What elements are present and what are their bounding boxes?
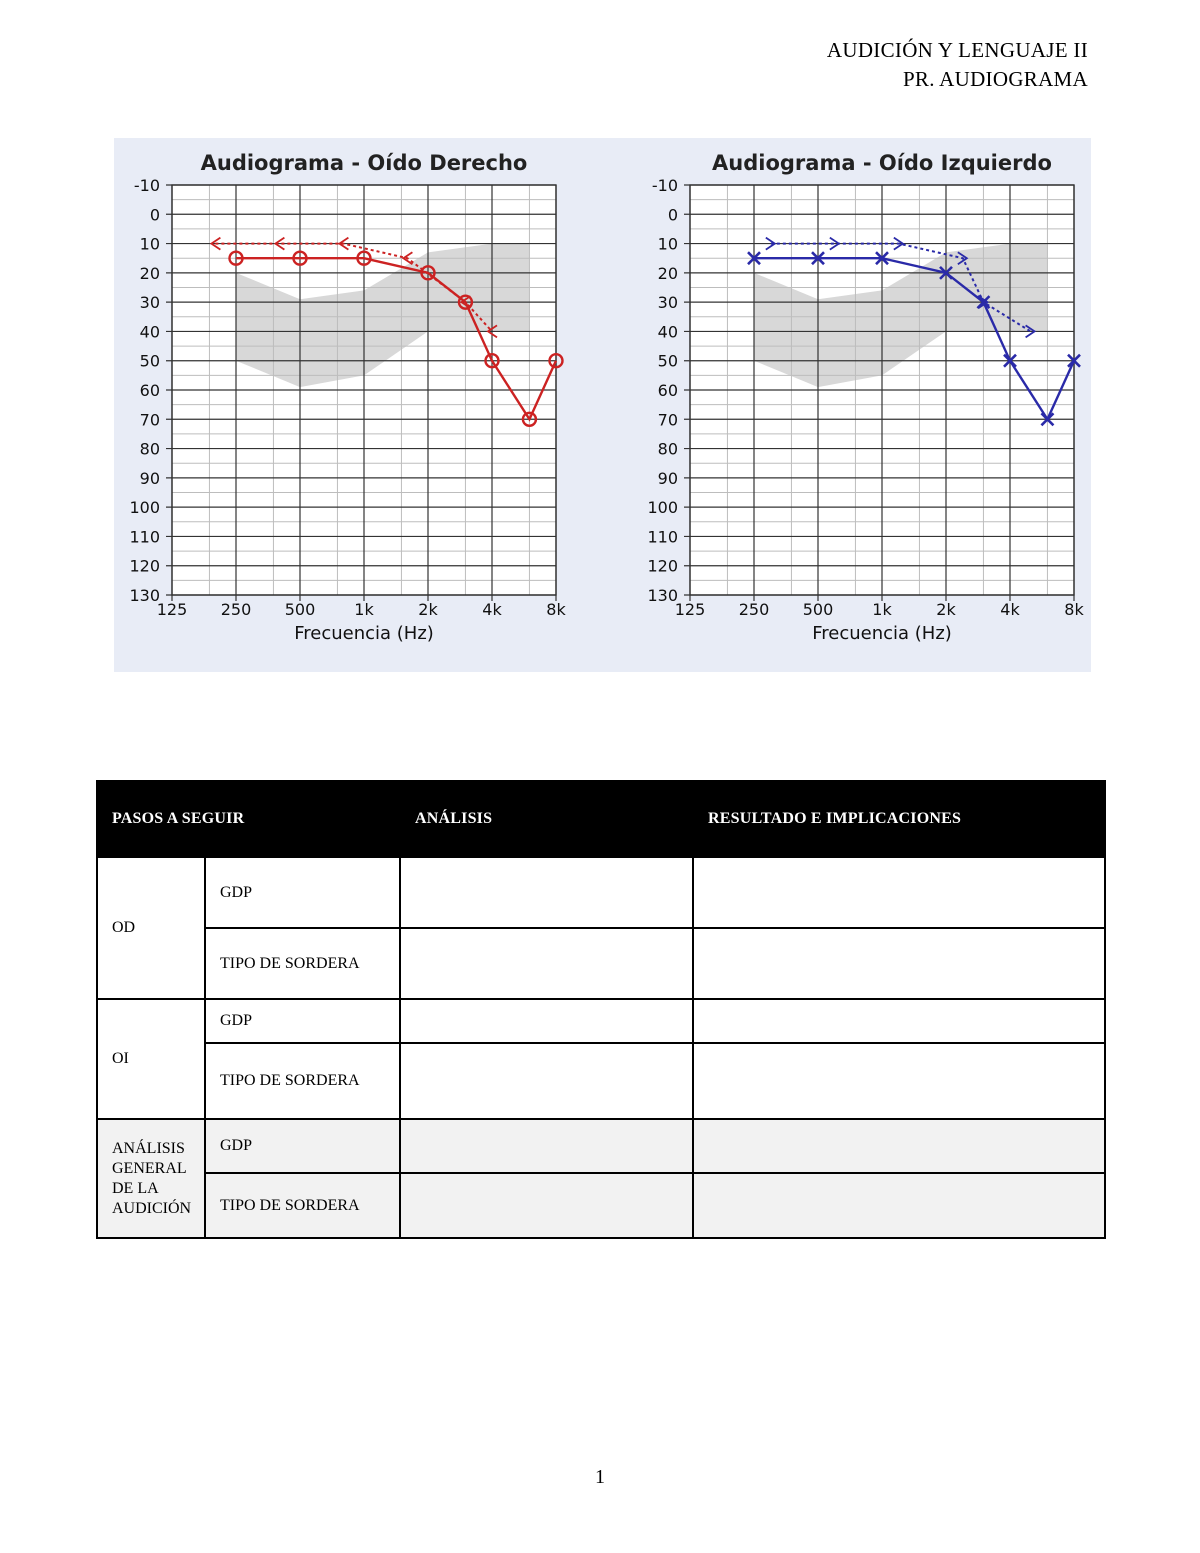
y-tick-label: 0 [667, 205, 678, 225]
y-tick-label: 30 [139, 293, 160, 313]
y-tick-label: 100 [647, 498, 678, 518]
y-tick-label: 10 [139, 234, 160, 254]
y-tick-label: 80 [139, 439, 160, 459]
analysis-cell[interactable] [400, 928, 693, 999]
result-cell[interactable] [693, 999, 1105, 1043]
x-axis-label: Frecuencia (Hz) [294, 623, 434, 644]
y-tick-label: 70 [657, 410, 678, 430]
y-tick-label: 70 [139, 410, 160, 430]
analysis-cell[interactable] [400, 1119, 693, 1173]
y-tick-label: -10 [651, 176, 678, 195]
x-tick-label: 500 [802, 600, 834, 619]
x-tick-label: 125 [674, 600, 706, 619]
y-tick-label: 20 [139, 263, 160, 283]
x-tick-label: 125 [156, 600, 188, 619]
x-tick-label: 4k [482, 600, 502, 619]
row-label: TIPO DE SORDERA [205, 1173, 400, 1238]
y-tick-label: 30 [657, 293, 678, 313]
y-tick-label: 10 [657, 234, 678, 254]
table-row [97, 1173, 1105, 1238]
audiogram-chart-left-ear [647, 151, 1084, 644]
y-tick-label: 0 [149, 205, 160, 225]
y-tick-label: 20 [657, 263, 678, 283]
page-header [827, 36, 1088, 94]
header-practice-title: PR. AUDIOGRAMA [902, 67, 1088, 91]
x-tick-label: 2k [418, 600, 438, 619]
table-row [97, 1119, 1105, 1173]
x-tick-label: 1k [354, 600, 374, 619]
x-axis-label: Frecuencia (Hz) [812, 623, 952, 644]
audiogram-charts-svg [114, 138, 1091, 672]
y-tick-label: 50 [657, 351, 678, 371]
chart-title: Audiograma - Oído Derecho [200, 151, 528, 175]
y-tick-label: 110 [129, 527, 160, 547]
y-tick-label: 120 [647, 556, 678, 576]
x-tick-label: 8k [546, 600, 566, 619]
analysis-cell[interactable] [400, 999, 693, 1043]
result-cell[interactable] [693, 857, 1105, 928]
analysis-cell[interactable] [400, 1043, 693, 1119]
y-tick-label: 60 [657, 381, 678, 400]
table-header-row [97, 781, 1105, 857]
x-tick-label: 2k [936, 600, 956, 619]
y-tick-label: 40 [139, 322, 160, 342]
audiogram-figure [114, 138, 1091, 672]
result-cell[interactable] [693, 1043, 1105, 1119]
result-cell[interactable] [693, 1173, 1105, 1238]
header-steps: PASOS A SEGUIR [97, 781, 400, 857]
y-tick-label: 80 [657, 439, 678, 459]
x-tick-label: 8k [1064, 600, 1084, 619]
table-row [97, 928, 1105, 999]
chart-title: Audiograma - Oído Izquierdo [712, 151, 1052, 175]
y-tick-label: 40 [657, 322, 678, 342]
y-tick-label: 100 [129, 498, 160, 518]
analysis-cell[interactable] [400, 857, 693, 928]
y-tick-label: 120 [129, 556, 160, 576]
y-tick-label: -10 [133, 176, 160, 195]
x-tick-label: 4k [1000, 600, 1020, 619]
x-tick-label: 500 [284, 600, 316, 619]
y-tick-label: 60 [139, 381, 160, 400]
y-tick-label: 90 [657, 468, 678, 488]
y-tick-label: 90 [139, 468, 160, 488]
group-label-oi: OI [97, 999, 205, 1119]
group-label-general: ANÁLISIS GENERAL DE LA AUDICIÓN [97, 1119, 205, 1238]
row-label: TIPO DE SORDERA [205, 1043, 400, 1119]
analysis-cell[interactable] [400, 1173, 693, 1238]
y-tick-label: 130 [129, 586, 160, 605]
header-analysis: ANÁLISIS [400, 781, 693, 857]
row-label: GDP [205, 999, 400, 1043]
table-row [97, 1043, 1105, 1119]
group-label-od: OD [97, 857, 205, 999]
x-tick-label: 1k [872, 600, 892, 619]
analysis-table [96, 780, 1106, 1239]
y-tick-label: 130 [647, 586, 678, 605]
row-label: GDP [205, 1119, 400, 1173]
x-tick-label: 250 [738, 600, 770, 619]
table-row [97, 857, 1105, 928]
row-label: TIPO DE SORDERA [205, 928, 400, 999]
page-number: 1 [595, 1466, 605, 1488]
y-tick-label: 50 [139, 351, 160, 371]
x-tick-label: 250 [220, 600, 252, 619]
header-result: RESULTADO E IMPLICACIONES [693, 781, 1105, 857]
row-label: GDP [205, 857, 400, 928]
audiogram-chart-right-ear [129, 151, 566, 644]
y-tick-label: 110 [647, 527, 678, 547]
result-cell[interactable] [693, 1119, 1105, 1173]
header-course-title: AUDICIÓN Y LENGUAJE II [826, 38, 1088, 62]
table-row [97, 999, 1105, 1043]
result-cell[interactable] [693, 928, 1105, 999]
